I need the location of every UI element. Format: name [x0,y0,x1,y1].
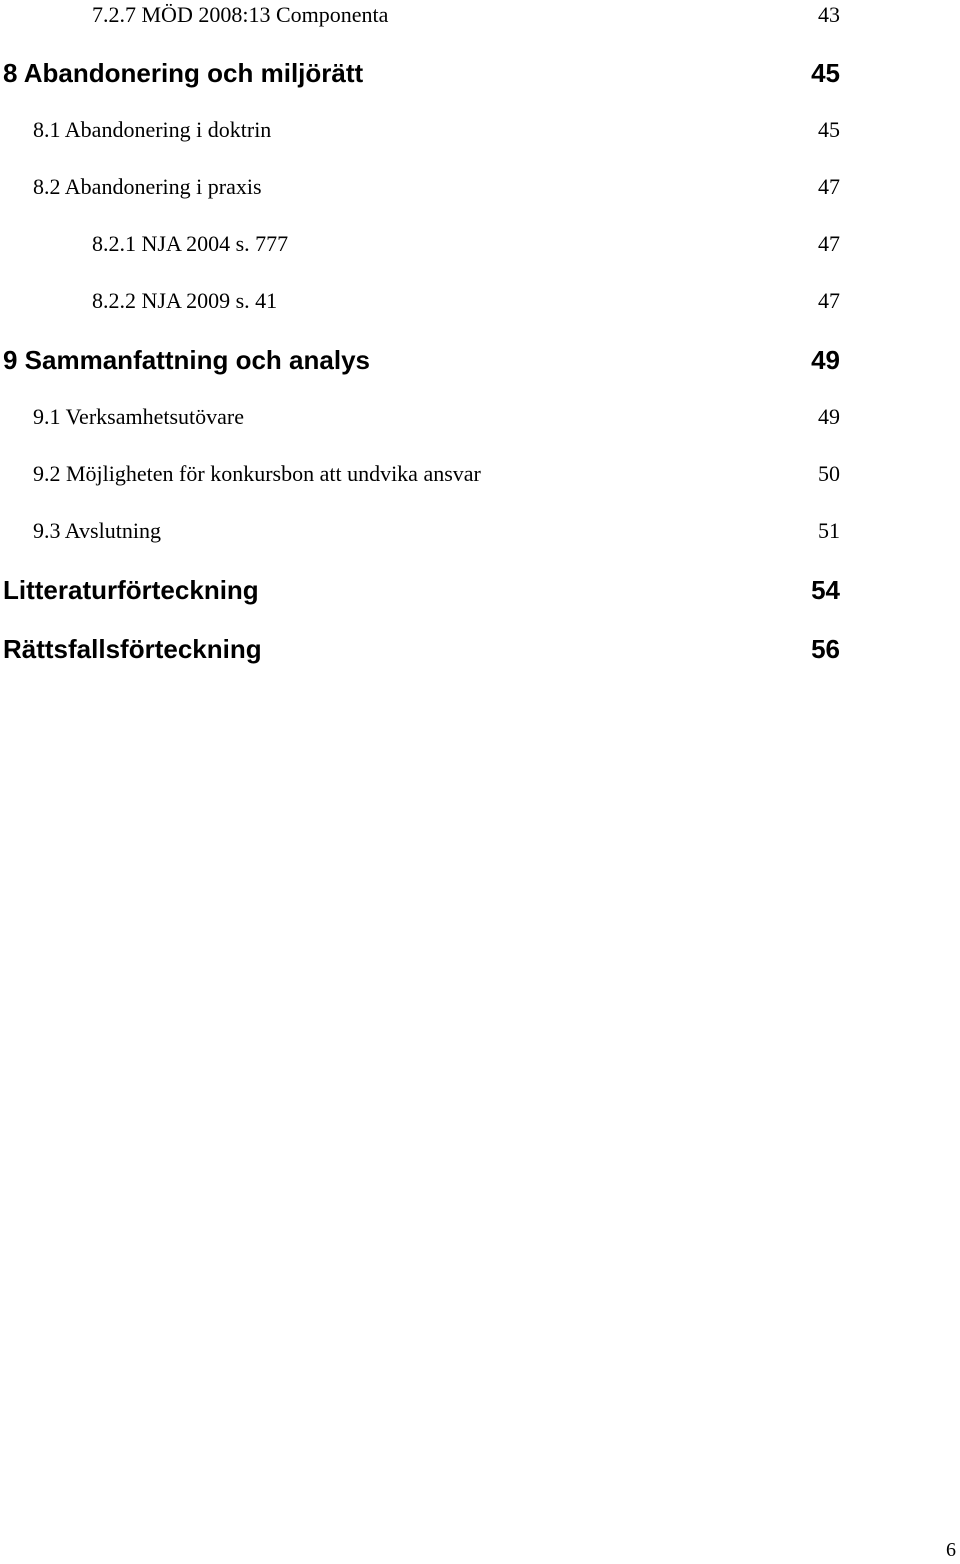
toc-entry-title: 9.3 Avslutning [33,518,161,543]
toc-entry-title: 7.2.7 MÖD 2008:13 Componenta [92,2,389,27]
toc-entry-page: 50 [818,461,840,486]
toc-entry-page: 47 [818,231,840,256]
toc-entry [0,58,840,88]
toc-entry-title: 9.1 Verksamhetsutövare [33,404,244,429]
page-number: 6 [946,1539,956,1561]
toc-entry-title: 8.1 Abandonering i doktrin [33,117,272,142]
toc-entry-page: 54 [811,575,840,605]
toc-entry-page: 51 [818,518,840,543]
toc-entry [0,516,840,546]
toc-entry-page: 43 [818,2,840,27]
toc-entry-title: Litteraturförteckning [3,575,259,605]
toc-entry-title: 9.2 Möjligheten för konkursbon att undvika ansvar [33,461,481,486]
toc-entry-title: 8.2.1 NJA 2004 s. 777 [92,231,289,256]
toc-entry-title: 9 Sammanfattning och analys [3,345,370,375]
toc-entry [0,172,840,202]
toc-entry-page: 49 [811,345,840,375]
toc-entry-title: 8 Abandonering och miljörätt [3,58,364,88]
toc-entry-title: Rättsfallsförteckning [3,634,262,664]
toc-entry [0,286,840,316]
toc-entry [0,634,840,664]
toc-entry [0,402,840,432]
toc-entry-page: 47 [818,288,840,313]
toc-entry [0,459,840,489]
toc-entry [0,345,840,375]
toc-entry-page: 47 [818,174,840,199]
toc-entry [0,115,840,145]
toc-entry [0,575,840,605]
toc-entry-page: 56 [811,634,840,664]
toc-entry-page: 45 [811,58,840,88]
toc-entry [0,229,840,259]
toc-entry [0,0,840,30]
toc-entry-title: 8.2 Abandonering i praxis [33,174,262,199]
toc-entry-page: 45 [818,117,840,142]
toc-entry-page: 49 [818,404,840,429]
toc-entry-title: 8.2.2 NJA 2009 s. 41 [92,288,278,313]
